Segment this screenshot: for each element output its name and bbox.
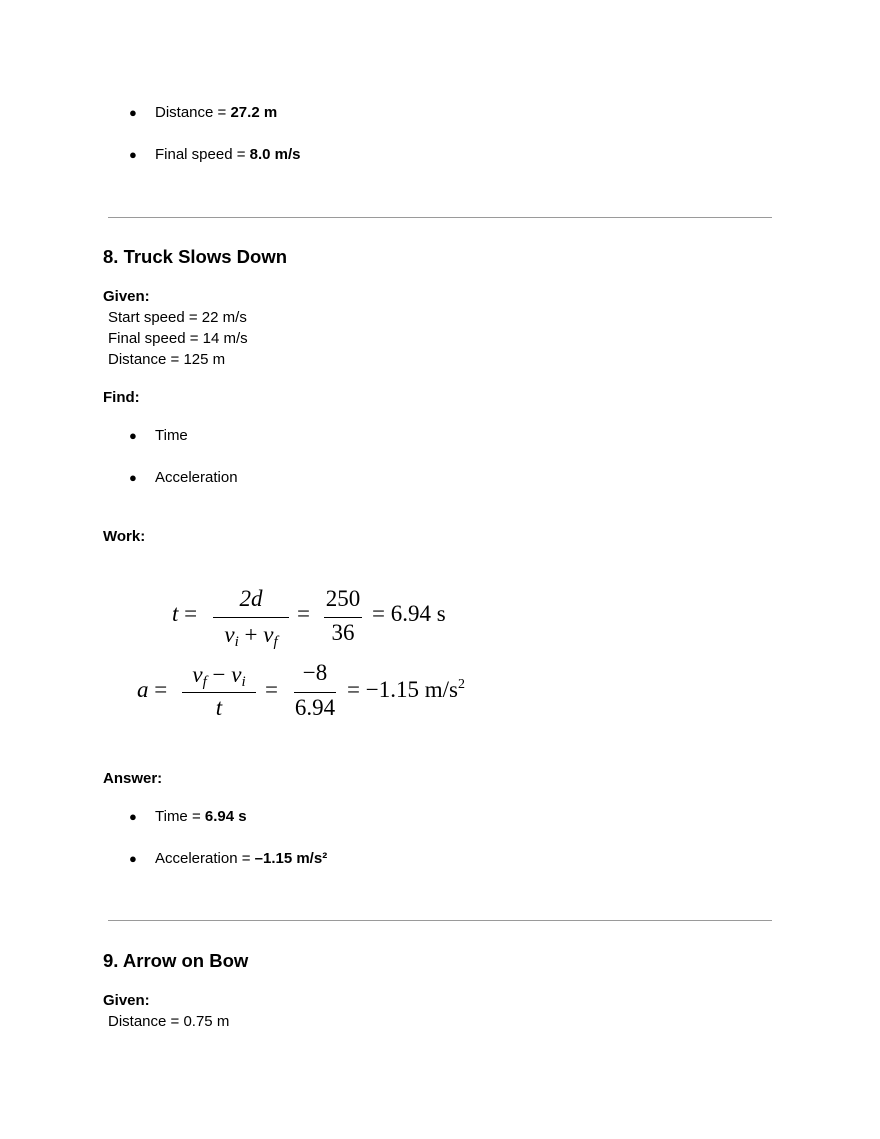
divider	[108, 217, 772, 218]
section-9-title: 9. Arrow on Bow	[103, 950, 249, 971]
answer-item-label: Acceleration =	[155, 850, 255, 867]
eq2-result: −1.15 m/s	[365, 677, 458, 702]
eq1-den2: 36	[331, 620, 355, 645]
given-final-speed: Final speed = 14 m/s	[108, 330, 248, 347]
answer-label: Answer:	[103, 770, 163, 787]
answer-final-speed	[155, 146, 301, 163]
given-distance: Distance = 0.75 m	[108, 1013, 230, 1030]
eq1-num1: 2d	[239, 586, 263, 611]
bullet-icon: ●	[129, 147, 137, 162]
eq2-den2: 6.94	[294, 695, 336, 720]
work-label: Work:	[103, 528, 146, 545]
find-label: Find:	[103, 389, 140, 406]
answer-acceleration	[155, 850, 327, 867]
answer-distance	[155, 104, 277, 121]
answer-time	[155, 808, 247, 825]
given-start-speed: Start speed = 22 m/s	[108, 309, 247, 326]
eq1-result: 6.94 s	[390, 601, 446, 626]
eq2-num2: −8	[302, 660, 328, 685]
given-label: Given:	[103, 992, 150, 1009]
find-acceleration: Acceleration	[155, 469, 238, 486]
eq2-lhs: a	[137, 677, 149, 702]
given-distance: Distance = 125 m	[108, 351, 226, 368]
bullet-icon: ●	[129, 428, 137, 443]
bullet-icon: ●	[129, 851, 137, 866]
section-8-title: 8. Truck Slows Down	[103, 246, 288, 267]
answer-label: Final speed =	[155, 146, 250, 163]
divider	[108, 920, 772, 921]
answer-item-value: 6.94 s	[204, 808, 247, 825]
answer-value: 8.0 m/s	[249, 146, 301, 163]
eq1-lhs: t	[172, 601, 179, 626]
bullet-icon: ●	[129, 470, 137, 485]
answer-label: Distance =	[155, 104, 231, 121]
eq2-num1: $v_f - v_i$	[192, 662, 246, 690]
bullet-icon: ●	[129, 105, 137, 120]
find-time: Time	[155, 427, 188, 444]
answer-item-label: Time =	[155, 808, 205, 825]
answer-item-value: –1.15 m/s²	[254, 850, 328, 867]
eq1-num2: 250	[325, 586, 361, 611]
eq1-den1: $v_i + v_f$	[224, 622, 278, 650]
given-label: Given:	[103, 288, 150, 305]
eq2-exponent: 2	[457, 677, 465, 692]
eq2-den1: t	[215, 695, 223, 720]
answer-value: 27.2 m	[230, 104, 278, 121]
bullet-icon: ●	[129, 809, 137, 824]
